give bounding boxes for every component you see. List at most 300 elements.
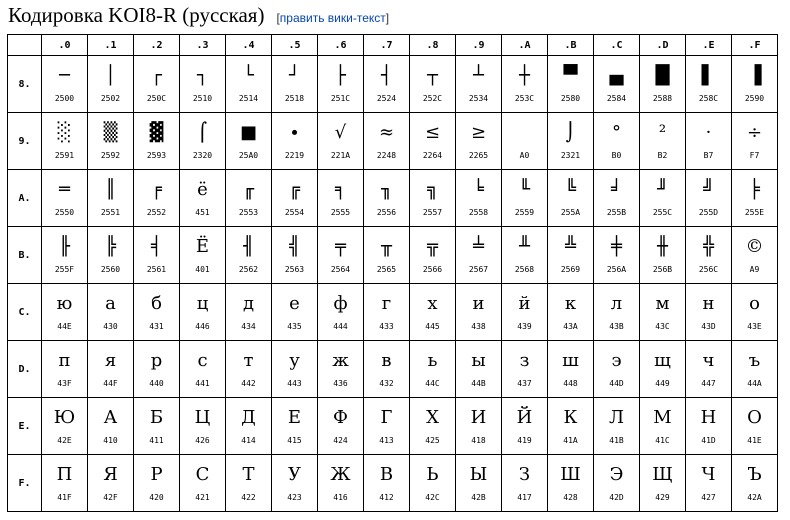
- unicode-code: 2321: [560, 151, 581, 160]
- char-glyph: К: [563, 407, 578, 428]
- char-glyph: ь: [427, 350, 438, 371]
- char-glyph: │: [105, 65, 116, 86]
- unicode-code: 41A: [563, 436, 578, 445]
- char-cell: [686, 284, 732, 341]
- unicode-code: 41B: [609, 436, 624, 445]
- char-cell: [364, 56, 410, 113]
- char-cell: [318, 56, 364, 113]
- char-glyph: ┬: [427, 65, 438, 86]
- char-cell: [594, 398, 640, 455]
- char-cell: [594, 284, 640, 341]
- char-glyph: ═: [59, 179, 70, 200]
- unicode-code: 43C: [655, 322, 670, 331]
- unicode-code: 221A: [330, 151, 351, 160]
- char-glyph: ╙: [519, 179, 530, 200]
- unicode-code: 2563: [284, 265, 305, 274]
- char-cell: [640, 56, 686, 113]
- char-glyph: ┐: [197, 65, 208, 86]
- char-cell: [88, 284, 134, 341]
- unicode-code: 431: [149, 322, 164, 331]
- char-glyph: Ж: [330, 464, 351, 485]
- char-cell: [456, 284, 502, 341]
- unicode-code: 256C: [698, 265, 719, 274]
- char-glyph: л: [610, 293, 623, 314]
- char-glyph: ╠: [105, 236, 116, 257]
- char-cell: [548, 113, 594, 170]
- unicode-code: 2591: [54, 151, 75, 160]
- char-cell: [410, 113, 456, 170]
- unicode-code: 444: [333, 322, 348, 331]
- char-cell: [732, 113, 778, 170]
- char-glyph: о: [749, 293, 760, 314]
- unicode-code: 251C: [330, 94, 351, 103]
- edit-bracket-open: [: [276, 11, 280, 25]
- unicode-code: 411: [149, 436, 164, 445]
- table-row: [8, 455, 778, 512]
- char-cell: [134, 398, 180, 455]
- char-glyph: ·: [705, 122, 712, 143]
- unicode-code: B0: [611, 151, 622, 160]
- char-glyph: ц: [196, 293, 209, 314]
- char-cell: [548, 227, 594, 284]
- unicode-code: 2568: [514, 265, 535, 274]
- char-glyph: В: [379, 464, 394, 485]
- char-cell: [732, 455, 778, 512]
- char-cell: [732, 341, 778, 398]
- column-header: .2: [134, 35, 180, 56]
- koi8r-code-table: [7, 34, 778, 512]
- row-header: E.: [8, 398, 42, 455]
- char-glyph: д: [242, 293, 255, 314]
- char-glyph: А: [103, 407, 118, 428]
- unicode-code: 44C: [425, 379, 440, 388]
- unicode-code: 43E: [747, 322, 762, 331]
- unicode-code: 443: [287, 379, 302, 388]
- table-row: [8, 56, 778, 113]
- char-cell: [180, 284, 226, 341]
- char-cell: [180, 113, 226, 170]
- char-cell: [88, 227, 134, 284]
- char-glyph: ╨: [519, 236, 530, 257]
- unicode-code: 2320: [192, 151, 213, 160]
- char-cell: [42, 56, 88, 113]
- unicode-code: 428: [563, 493, 578, 502]
- unicode-code: 42F: [103, 493, 118, 502]
- char-cell: [640, 170, 686, 227]
- column-header: .9: [456, 35, 502, 56]
- char-glyph: ё: [197, 179, 208, 200]
- char-glyph: ╞: [749, 179, 760, 200]
- char-cell: [42, 284, 88, 341]
- unicode-code: 2590: [744, 94, 765, 103]
- char-cell: [686, 170, 732, 227]
- char-cell: [594, 56, 640, 113]
- char-cell: [640, 398, 686, 455]
- char-glyph: ╤: [335, 236, 346, 257]
- unicode-code: 2500: [54, 94, 75, 103]
- unicode-code: 416: [333, 493, 348, 502]
- char-glyph: ╕: [335, 179, 346, 200]
- unicode-code: 412: [379, 493, 394, 502]
- char-glyph: ╔: [289, 179, 300, 200]
- char-glyph: н: [702, 293, 715, 314]
- char-cell: [548, 170, 594, 227]
- char-glyph: щ: [654, 350, 671, 371]
- unicode-code: A9: [749, 265, 760, 274]
- column-header: .8: [410, 35, 456, 56]
- unicode-code: 2561: [146, 265, 167, 274]
- char-glyph: Я: [103, 464, 118, 485]
- char-cell: [180, 227, 226, 284]
- char-cell: [134, 284, 180, 341]
- column-header: .4: [226, 35, 272, 56]
- char-cell: [502, 113, 548, 170]
- char-cell: [456, 341, 502, 398]
- column-header: .6: [318, 35, 364, 56]
- char-glyph: ▌: [701, 65, 716, 86]
- char-glyph: С: [195, 464, 210, 485]
- char-cell: [686, 56, 732, 113]
- char-cell: [732, 284, 778, 341]
- unicode-code: 451: [195, 208, 210, 217]
- unicode-code: 434: [241, 322, 256, 331]
- column-header: .C: [594, 35, 640, 56]
- unicode-code: 401: [195, 265, 210, 274]
- char-glyph: √: [334, 122, 347, 143]
- char-glyph: э: [611, 350, 622, 371]
- unicode-code: 2265: [468, 151, 489, 160]
- char-glyph: п: [58, 350, 71, 371]
- char-glyph: Ы: [469, 464, 488, 485]
- unicode-code: 437: [517, 379, 532, 388]
- char-cell: [640, 341, 686, 398]
- row-header: B.: [8, 227, 42, 284]
- char-glyph: ┌: [151, 65, 162, 86]
- char-glyph: х: [427, 293, 438, 314]
- char-glyph: ╧: [473, 236, 484, 257]
- char-glyph: е: [289, 293, 300, 314]
- unicode-code: 2593: [146, 151, 167, 160]
- unicode-code: 2565: [376, 265, 397, 274]
- column-header: .3: [180, 35, 226, 56]
- char-cell: [364, 170, 410, 227]
- unicode-code: 2264: [422, 151, 443, 160]
- unicode-code: 2502: [100, 94, 121, 103]
- row-header: C.: [8, 284, 42, 341]
- char-cell: [226, 227, 272, 284]
- unicode-code: 2567: [468, 265, 489, 274]
- char-cell: [732, 56, 778, 113]
- table-row: [8, 170, 778, 227]
- unicode-code: 44E: [57, 322, 72, 331]
- unicode-code: 42A: [747, 493, 762, 502]
- char-glyph: °: [612, 122, 621, 143]
- char-cell: [732, 227, 778, 284]
- char-cell: [134, 227, 180, 284]
- char-glyph: Ш: [560, 464, 581, 485]
- unicode-code: 421: [195, 493, 210, 502]
- char-cell: [226, 398, 272, 455]
- char-glyph: ╦: [427, 236, 438, 257]
- char-cell: [456, 398, 502, 455]
- edit-bracket-close: ]: [385, 11, 390, 25]
- char-cell: [640, 227, 686, 284]
- unicode-code: 424: [333, 436, 348, 445]
- unicode-code: 445: [425, 322, 440, 331]
- unicode-code: 2569: [560, 265, 581, 274]
- char-cell: [410, 227, 456, 284]
- char-glyph: в: [381, 350, 392, 371]
- char-cell: [594, 113, 640, 170]
- char-glyph: с: [197, 350, 208, 371]
- char-cell: [42, 398, 88, 455]
- char-cell: [502, 170, 548, 227]
- char-glyph: ┼: [519, 65, 530, 86]
- char-cell: [88, 455, 134, 512]
- char-cell: [226, 284, 272, 341]
- unicode-code: 42B: [471, 493, 486, 502]
- char-glyph: ├: [335, 65, 346, 86]
- char-cell: [594, 170, 640, 227]
- char-glyph: [502, 120, 547, 146]
- unicode-code: 2248: [376, 151, 397, 160]
- unicode-code: 255C: [652, 208, 673, 217]
- char-cell: [134, 56, 180, 113]
- code-table-body: [8, 56, 778, 512]
- table-row: [8, 284, 778, 341]
- unicode-code: 2518: [284, 94, 305, 103]
- char-cell: [226, 56, 272, 113]
- page-title: Кодировка KOI8-R (русская): [8, 3, 265, 27]
- char-cell: [272, 56, 318, 113]
- char-glyph: ╟: [59, 236, 70, 257]
- char-glyph: м: [655, 293, 670, 314]
- char-glyph: ч: [702, 350, 715, 371]
- char-glyph: Ё: [195, 236, 210, 257]
- unicode-code: 255D: [698, 208, 719, 217]
- char-cell: [88, 341, 134, 398]
- char-cell: [42, 227, 88, 284]
- column-header: .B: [548, 35, 594, 56]
- table-row: [8, 341, 778, 398]
- char-cell: [318, 398, 364, 455]
- char-glyph: █: [655, 65, 670, 86]
- unicode-code: 426: [195, 436, 210, 445]
- char-glyph: Т: [242, 464, 255, 485]
- unicode-code: 42E: [57, 436, 72, 445]
- char-cell: [410, 455, 456, 512]
- char-cell: [42, 341, 88, 398]
- unicode-code: 255B: [606, 208, 627, 217]
- char-glyph: ÷: [746, 122, 763, 143]
- char-glyph: ю: [56, 293, 73, 314]
- char-cell: [364, 113, 410, 170]
- table-row: [8, 398, 778, 455]
- char-glyph: Э: [609, 464, 624, 485]
- char-cell: [640, 284, 686, 341]
- char-glyph: ▐: [747, 65, 762, 86]
- column-header: .F: [732, 35, 778, 56]
- char-glyph: Ф: [333, 407, 348, 428]
- unicode-code: 2554: [284, 208, 305, 217]
- unicode-code: 449: [655, 379, 670, 388]
- char-cell: [364, 398, 410, 455]
- char-cell: [502, 341, 548, 398]
- char-cell: [180, 56, 226, 113]
- char-cell: [594, 341, 640, 398]
- char-cell: [502, 284, 548, 341]
- char-cell: [548, 455, 594, 512]
- char-cell: [732, 398, 778, 455]
- char-glyph: И: [470, 407, 487, 428]
- unicode-code: F7: [749, 151, 760, 160]
- unicode-code: 2557: [422, 208, 443, 217]
- unicode-code: 436: [333, 379, 348, 388]
- char-cell: [134, 170, 180, 227]
- char-glyph: г: [381, 293, 392, 314]
- char-glyph: ≈: [378, 122, 395, 143]
- char-glyph: ║: [105, 179, 116, 200]
- column-header: .7: [364, 35, 410, 56]
- char-glyph: ╗: [427, 179, 438, 200]
- char-glyph: ╬: [703, 236, 714, 257]
- unicode-code: 43D: [701, 322, 716, 331]
- char-cell: [364, 341, 410, 398]
- char-glyph: ы: [471, 350, 486, 371]
- unicode-code: 2559: [514, 208, 535, 217]
- unicode-code: 429: [655, 493, 670, 502]
- char-cell: [88, 170, 134, 227]
- char-glyph: ф: [333, 293, 348, 314]
- char-cell: [502, 56, 548, 113]
- unicode-code: 441: [195, 379, 210, 388]
- char-glyph: Й: [516, 407, 533, 428]
- char-cell: [134, 341, 180, 398]
- char-glyph: ⌠: [197, 122, 208, 143]
- unicode-code: 447: [701, 379, 716, 388]
- char-glyph: П: [56, 464, 73, 485]
- char-cell: [42, 455, 88, 512]
- unicode-code: 2580: [560, 94, 581, 103]
- unicode-code: 2588: [652, 94, 673, 103]
- char-cell: [548, 341, 594, 398]
- unicode-code: 25A0: [238, 151, 259, 160]
- unicode-code: 423: [287, 493, 302, 502]
- unicode-code: 432: [379, 379, 394, 388]
- column-header: .0: [42, 35, 88, 56]
- char-cell: [42, 113, 88, 170]
- char-cell: [456, 56, 502, 113]
- char-glyph: З: [518, 464, 531, 485]
- unicode-code: 435: [287, 322, 302, 331]
- column-header: .D: [640, 35, 686, 56]
- char-glyph: ─: [59, 65, 70, 86]
- char-cell: [318, 341, 364, 398]
- unicode-code: 255A: [560, 208, 581, 217]
- unicode-code: 413: [379, 436, 394, 445]
- unicode-code: 446: [195, 322, 210, 331]
- edit-wikitext-link[interactable]: править вики-текст: [279, 11, 386, 25]
- unicode-code: 256B: [652, 265, 673, 274]
- char-glyph: я: [104, 350, 117, 371]
- char-cell: [226, 113, 272, 170]
- char-glyph: ╥: [381, 236, 392, 257]
- unicode-code: 42C: [425, 493, 440, 502]
- unicode-code: 2560: [100, 265, 121, 274]
- column-header: .E: [686, 35, 732, 56]
- char-cell: [318, 284, 364, 341]
- unicode-code: B2: [657, 151, 668, 160]
- column-header: .A: [502, 35, 548, 56]
- char-glyph: й: [518, 293, 531, 314]
- unicode-code: 2584: [606, 94, 627, 103]
- char-cell: [686, 113, 732, 170]
- unicode-code: 41E: [747, 436, 762, 445]
- char-cell: [226, 170, 272, 227]
- row-header: D.: [8, 341, 42, 398]
- char-cell: [272, 227, 318, 284]
- char-glyph: ▄: [609, 65, 624, 86]
- char-glyph: ш: [562, 350, 579, 371]
- char-cell: [88, 113, 134, 170]
- char-glyph: ╘: [473, 179, 484, 200]
- unicode-code: 252C: [422, 94, 443, 103]
- corner-cell: [8, 35, 42, 56]
- unicode-code: 255F: [54, 265, 75, 274]
- unicode-code: 427: [701, 493, 716, 502]
- char-glyph: Ю: [53, 407, 76, 428]
- char-cell: [410, 170, 456, 227]
- char-glyph: └: [243, 65, 254, 86]
- unicode-code: 2551: [100, 208, 121, 217]
- char-glyph: ╢: [243, 236, 254, 257]
- unicode-code: 442: [241, 379, 256, 388]
- char-glyph: О: [747, 407, 762, 428]
- char-glyph: Ь: [426, 464, 439, 485]
- char-glyph: ■: [239, 122, 257, 143]
- char-cell: [410, 341, 456, 398]
- char-cell: [272, 341, 318, 398]
- unicode-code: B7: [703, 151, 714, 160]
- char-cell: [732, 170, 778, 227]
- char-cell: [134, 455, 180, 512]
- char-cell: [134, 113, 180, 170]
- unicode-code: 44F: [103, 379, 118, 388]
- unicode-code: 2219: [284, 151, 305, 160]
- char-glyph: р: [150, 350, 163, 371]
- char-cell: [180, 170, 226, 227]
- unicode-code: 2592: [100, 151, 121, 160]
- unicode-code: 44B: [471, 379, 486, 388]
- char-glyph: Л: [608, 407, 625, 428]
- char-glyph: Н: [700, 407, 717, 428]
- char-glyph: ▓: [149, 122, 164, 143]
- char-glyph: ╜: [657, 179, 668, 200]
- table-row: [8, 227, 778, 284]
- char-glyph: б: [151, 293, 162, 314]
- unicode-code: 2564: [330, 265, 351, 274]
- char-glyph: Р: [150, 464, 163, 485]
- char-cell: [594, 227, 640, 284]
- unicode-code: 2514: [238, 94, 259, 103]
- unicode-code: 41C: [655, 436, 670, 445]
- char-glyph: Е: [287, 407, 302, 428]
- char-cell: [272, 284, 318, 341]
- char-glyph: ▀: [563, 65, 578, 86]
- unicode-code: 2555: [330, 208, 351, 217]
- char-cell: [410, 56, 456, 113]
- char-glyph: ²: [658, 122, 667, 143]
